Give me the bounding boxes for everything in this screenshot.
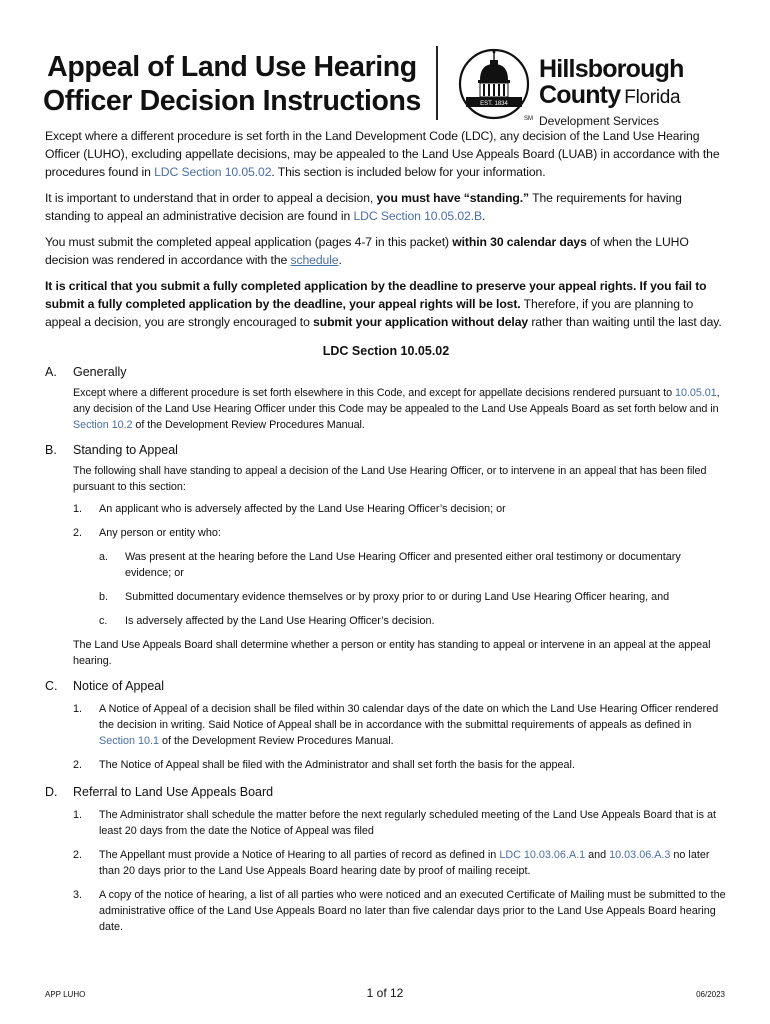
section-heading: Generally [73, 365, 127, 379]
service-mark: SM [524, 116, 533, 122]
section-heading: Notice of Appeal [73, 679, 165, 693]
sub-list-item: a. Was present at the hearing before the Land Use Hearing Officer and presented either oral testimony or documentary evidence; or [99, 551, 681, 579]
list-item: 3. A copy of the notice of hearing, a list of all parties who were noticed and an executed Certificate of Mailing must be submitted to the administrative office of the Land Use Appeals Board no later than five calendar days prior to the Land Use Appeals Board hearing date. [73, 889, 726, 933]
courthouse-dome-icon [456, 46, 552, 124]
ldc-section-link[interactable]: LDC Section 10.05.02 [154, 165, 272, 179]
logo-florida: Florida [624, 87, 681, 108]
sub-list-item: b. Submitted documentary evidence themselves or by proxy prior to or during Land Use Hearing Officer hearing, and [99, 591, 670, 603]
page-number: 1 of 12 [366, 986, 404, 1000]
section-letter: C. [45, 679, 58, 693]
title-line-1: Appeal of Land Use Hearing [47, 51, 417, 83]
intro-paragraph-3: You must submit the completed appeal application (pages 4-7 in this packet) within 30 calendar days of when the LUHO decision was rendered in accordance with the schedule. [45, 235, 689, 267]
document-title [40, 50, 424, 118]
section-b-intro: The following shall have standing to appeal a decision of the Land Use Hearing Officer, or to intervene in an appeal that has been filed pursuant to this section: [73, 465, 707, 493]
section-letter: A. [45, 365, 57, 379]
section-b-closing: The Land Use Appeals Board shall determine whether a person or entity has standing to appeal or intervene in an appeal at the appeal hearing. [73, 639, 711, 667]
title-line-2: Officer Decision Instructions [43, 85, 421, 117]
section-b [45, 439, 727, 669]
seal-est-text: EST. 1834 [480, 101, 508, 107]
header-divider [436, 46, 438, 120]
list-item: 2. The Notice of Appeal shall be filed with the Administrator and shall set forth the basis for the appeal. [73, 759, 575, 771]
ldc-10-05-01-link[interactable]: 10.05.01 [675, 387, 717, 399]
county-seal-logo [456, 46, 552, 124]
intro-paragraph-1: Except where a different procedure is set forth in the Land Development Code (LDC), any decision of the Land Use Hearing Officer (LUHO), excluding appellate decisions, may be appealed to the Land Use Appeals Board (LUAB) in accordance with the procedures found in LDC Section 10.05.02. This section is included below for your information. [45, 129, 720, 179]
ldc-10-03-06-a-3-link[interactable]: 10.03.06.A.3 [609, 849, 671, 861]
ldc-10-03-06-a-1-link[interactable]: LDC 10.03.06.A.1 [499, 849, 586, 861]
footer-form-code: APP LUHO [45, 990, 86, 999]
ldc-section-title: LDC Section 10.05.02 [322, 344, 450, 358]
ldc-standing-link[interactable]: LDC Section 10.05.02.B [353, 209, 483, 223]
intro-paragraph-4: It is critical that you submit a fully completed application by the deadline to preserve your appeal rights. If you fail to submit a fully completed application by the deadline, your appeal rights will be lost. Therefore, if you are planning to appeal a decision, you are strongly encouraged to submit your application without delay rather than waiting until the last day. [45, 279, 722, 329]
list-item: 2. Any person or entity who: [73, 527, 221, 539]
county-wordmark [539, 56, 764, 128]
intro-paragraph-2: It is important to understand that in order to appeal a decision, you must have “standing.” The requirements for having standing to appeal an administrative decision are found in LDC Section 10.05.02.B. [45, 191, 682, 223]
section-heading: Referral to Land Use Appeals Board [73, 785, 274, 799]
section-a-text: Except where a different procedure is set forth elsewhere in this Code, and except for appellate decisions rendered pursuant to 10.05.01, any decision of the Land Use Hearing Officer under this Code may be appealed to the Land Use Appeals Board as set forth below and in Section 10.2 of the Development Review Procedures Manual. [73, 387, 720, 431]
logo-hillsborough: Hillsborough [539, 55, 684, 83]
footer-date: 06/2023 [696, 990, 725, 999]
list-item: 1. The Administrator shall schedule the matter before the next regularly scheduled meeting of the Land Use Appeals Board that is at least 20 days from the date the Notice of Appeal was filed [73, 809, 716, 837]
section-heading: Standing to Appeal [73, 443, 178, 457]
sub-list-item: c. Is adversely affected by the Land Use Hearing Officer’s decision. [99, 615, 435, 627]
list-item: 2. The Appellant must provide a Notice of Hearing to all parties of record as defined in LDC 10.03.06.A.1 and 10.03.06.A.3 no later than 20 days prior to the Land Use Appeals Board hearing date by proof of mailing receipt. [73, 849, 710, 877]
section-letter: B. [45, 443, 57, 457]
document-body [45, 127, 727, 943]
logo-department: Development Services [539, 114, 660, 128]
list-item: 1. A Notice of Appeal of a decision shall be filed within 30 calendar days of the date on which the Land Use Hearing Officer rendered the decision in writing. Said Notice of Appeal shall be in accordance with the submittal requirements of appeals as defined in Section 10.1 of the Development Review Procedures Manual. [73, 703, 719, 747]
section-letter: D. [45, 785, 58, 799]
section-c [45, 675, 727, 773]
section-10-2-link[interactable]: Section 10.2 [73, 419, 133, 431]
list-item: 1. An applicant who is adversely affected by the Land Use Hearing Officer’s decision; or [73, 503, 506, 515]
schedule-link[interactable]: schedule [290, 253, 339, 267]
section-a [45, 361, 727, 433]
section-d [45, 781, 727, 935]
logo-county: County [539, 81, 621, 109]
section-10-1-link[interactable]: Section 10.1 [99, 735, 160, 747]
